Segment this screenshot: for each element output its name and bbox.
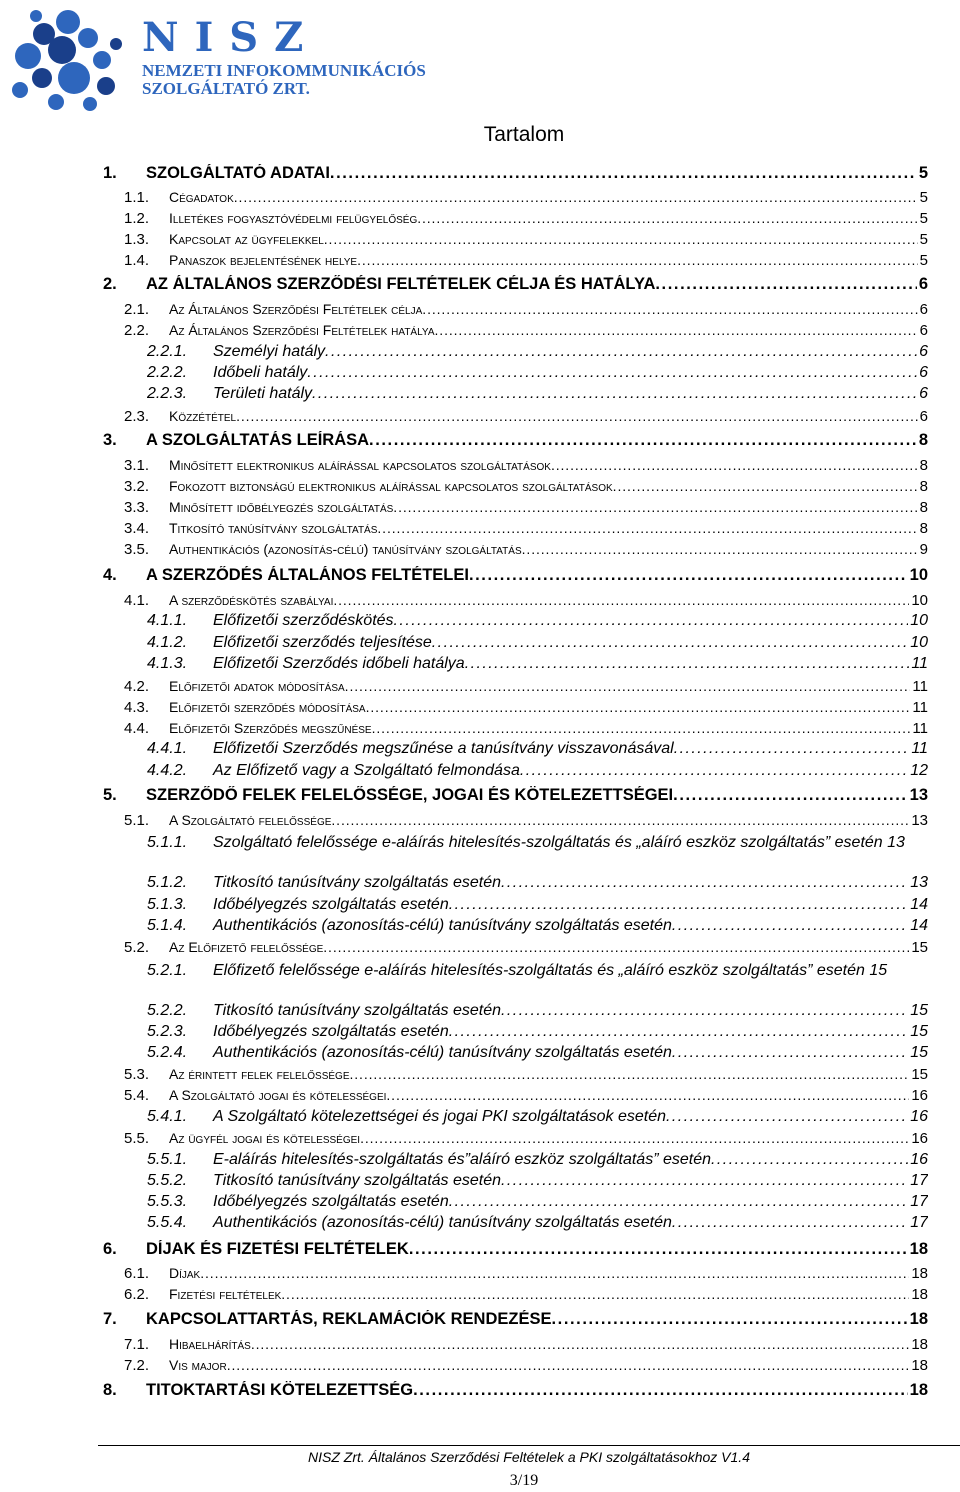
- footer-divider: [98, 1445, 960, 1446]
- toc-entry-number: 5.1.4.: [147, 917, 188, 934]
- toc-entry-page: 14: [910, 896, 928, 913]
- toc-leader-dots: [666, 1108, 908, 1126]
- toc-entry-page: 13: [911, 812, 928, 829]
- toc-entry-number: 5.2.2.: [147, 1002, 188, 1019]
- toc-entry[interactable]: [124, 408, 928, 425]
- toc-entry[interactable]: [124, 678, 928, 695]
- toc-entry[interactable]: [147, 1044, 928, 1062]
- toc-entry-number: 4.1.1.: [147, 612, 188, 629]
- toc-entry-number: 2.: [103, 275, 117, 293]
- toc-entry-page: 6: [919, 301, 928, 318]
- toc-entry-number: 8.: [103, 1381, 117, 1399]
- toc-leader-dots: [672, 1044, 908, 1062]
- toc-entry-page: 10: [910, 612, 928, 629]
- toc-entry[interactable]: [147, 917, 928, 935]
- toc-entry-number: 1.2.: [124, 210, 150, 227]
- toc-entry-text: Előfizetői Szerződés megszűnése: [169, 720, 372, 736]
- toc-entry-text: Titkosító tanúsítvány szolgáltatás esetén: [213, 874, 502, 891]
- toc-entry[interactable]: [124, 1087, 928, 1104]
- toc-entry-page: 13: [887, 834, 905, 851]
- toc-entry-text: Az Előfizető felelőssége: [169, 939, 324, 955]
- toc-entry-page: 15: [910, 1023, 928, 1040]
- toc-entry[interactable]: [147, 874, 928, 892]
- toc-leader-dots: [449, 1193, 908, 1211]
- toc-entry-text: Panaszok bejelentésének helye: [169, 252, 358, 268]
- toc-entry-page: 18: [909, 1240, 928, 1258]
- toc-leader-dots: [330, 164, 917, 183]
- toc-entry-page: 17: [910, 1193, 928, 1210]
- toc-entry-page: 6: [919, 343, 928, 360]
- toc-entry-number: 4.3.: [124, 699, 150, 716]
- toc-entry[interactable]: [124, 322, 928, 339]
- toc-entry[interactable]: [124, 457, 928, 474]
- toc-entry-text: Hibaelhárítás: [169, 1336, 251, 1352]
- toc-entry-text: Előfizetői szerződés módosítása: [169, 699, 366, 715]
- toc-entry-page: 13: [910, 874, 928, 891]
- toc-leader-dots: [465, 655, 910, 673]
- toc-entry-number: 2.2.3.: [147, 385, 188, 402]
- toc-entry-text: Időbeli hatály: [213, 364, 308, 381]
- toc-entry-text: Előfizető felelőssége e-aláírás hitelesítés-szolgáltatás és „aláíró eszköz szolgáltatás” esetén: [213, 962, 865, 979]
- toc-title: Tartalom: [483, 123, 565, 146]
- logo-line2: SZOLGÁLTATÓ ZRT.: [142, 79, 310, 98]
- toc-entry[interactable]: [147, 1108, 928, 1126]
- toc-entry-text: DÍJAK ÉS FIZETÉSI FELTÉTELEK: [146, 1240, 409, 1258]
- toc-entry-number: 4.1.3.: [147, 655, 188, 672]
- toc-entry-number: 5.1.2.: [147, 874, 188, 891]
- toc-leader-dots: [333, 592, 909, 608]
- logo-name: NISZ: [142, 14, 320, 61]
- toc-leader-dots: [432, 634, 908, 652]
- toc-entry-number: 5.1.1.: [147, 834, 188, 851]
- toc-leader-dots: [227, 1357, 910, 1373]
- toc-entry-page: 18: [911, 1265, 928, 1282]
- toc-entry[interactable]: [124, 1357, 928, 1374]
- toc-entry-number: 5.1.3.: [147, 896, 188, 913]
- toc-entry-text: Időbélyegzés szolgáltatás esetén: [213, 896, 449, 913]
- toc-leader-dots: [377, 520, 917, 536]
- toc-entry-page: 5: [919, 189, 928, 206]
- toc-leader-dots: [234, 189, 918, 205]
- toc-entry-number: 1.4.: [124, 252, 150, 269]
- toc-entry-page: 6: [918, 275, 928, 293]
- toc-entry-number: 5.3.: [124, 1066, 150, 1083]
- toc-entry-text: Cégadatok: [169, 189, 234, 205]
- toc-entry[interactable]: [103, 1240, 928, 1259]
- toc-entry[interactable]: [103, 1381, 928, 1400]
- toc-entry[interactable]: [147, 1023, 928, 1041]
- toc-entry[interactable]: [124, 252, 928, 269]
- toc-entry[interactable]: [147, 896, 928, 914]
- toc-entry-page: 16: [911, 1130, 928, 1147]
- toc-entry[interactable]: [103, 1310, 928, 1329]
- toc-entry-text: Időbélyegzés szolgáltatás esetén: [213, 1023, 449, 1040]
- toc-entry-page: 10: [909, 566, 928, 584]
- toc-entry-page: 15: [911, 939, 928, 956]
- toc-entry-number: 3.: [103, 431, 117, 449]
- toc-entry-page: 5: [919, 231, 928, 248]
- toc-entry[interactable]: [124, 231, 928, 248]
- toc-entry-text: A SZOLGÁLTATÁS LEÍRÁSA: [146, 431, 370, 449]
- toc-entry-number: 5.1.: [124, 812, 150, 829]
- toc-leader-dots: [674, 740, 910, 758]
- toc-entry[interactable]: [124, 301, 928, 318]
- toc-leader-dots: [386, 1087, 909, 1103]
- toc-leader-dots: [409, 1240, 908, 1259]
- toc-leader-dots: [469, 566, 908, 585]
- toc-entry-page: 15: [911, 1066, 928, 1083]
- toc-entry-text: Authentikációs (azonosítás-célú) tanúsítvány szolgáltatás: [169, 541, 522, 557]
- toc-entry-page: 17: [910, 1214, 928, 1231]
- toc-entry-text: Fokozott biztonságú elektronikus aláírással kapcsolatos szolgáltatások: [169, 478, 613, 494]
- toc-entry[interactable]: [124, 720, 928, 737]
- toc-entry-text: E-aláírás hitelesítés-szolgáltatás és”aláíró eszköz szolgáltatás” esetén: [213, 1151, 712, 1168]
- toc-entry-page: 18: [909, 1381, 928, 1399]
- toc-leader-dots: [711, 1151, 908, 1169]
- toc-entry-page: 16: [911, 1087, 928, 1104]
- toc-entry[interactable]: [147, 343, 928, 361]
- toc-entry-text: A szerződéskötés szabályai: [169, 592, 334, 608]
- toc-entry[interactable]: [103, 275, 928, 294]
- toc-entry-text: Előfizetői adatok módosítása: [169, 678, 345, 694]
- toc-entry-number: 5.4.1.: [147, 1108, 188, 1125]
- toc-entry-number: 5.2.1.: [147, 962, 188, 979]
- toc-leader-dots: [345, 678, 911, 694]
- toc-entry-page: 16: [910, 1151, 928, 1168]
- toc-leader-dots: [331, 812, 909, 828]
- toc-leader-dots: [613, 478, 918, 494]
- toc-leader-dots: [312, 385, 917, 403]
- toc-entry-text: Illetékes fogyasztóvédelmi felügyelőség: [169, 210, 418, 226]
- toc-entry[interactable]: [124, 1265, 928, 1282]
- toc-entry-text: Területi hatály: [213, 385, 313, 402]
- toc-entry-number: 5.4.: [124, 1087, 150, 1104]
- toc-entry-text: Authentikációs (azonosítás-célú) tanúsítvány szolgáltatás esetén: [213, 1044, 672, 1061]
- page-number: 3/19: [509, 1472, 539, 1489]
- toc-entry[interactable]: [103, 566, 928, 585]
- toc-leader-dots: [357, 252, 918, 268]
- toc-leader-dots: [435, 322, 918, 338]
- toc-entry-number: 5.5.1.: [147, 1151, 188, 1168]
- toc-entry-text: A Szolgáltató kötelezettségei és jogai PKI szolgáltatások esetén: [213, 1108, 667, 1125]
- toc-entry-page: 10: [911, 592, 928, 609]
- toc-leader-dots: [449, 896, 908, 914]
- toc-entry-page: 5: [918, 164, 928, 182]
- toc-leader-dots: [413, 1381, 908, 1400]
- toc-entry-page: 8: [919, 520, 928, 537]
- toc-leader-dots: [372, 720, 911, 736]
- toc-entry-page: 15: [910, 1002, 928, 1019]
- toc-entry-page: 10: [910, 634, 928, 651]
- toc-entry-number: 3.5.: [124, 541, 150, 558]
- toc-entry-page: 18: [911, 1286, 928, 1303]
- toc-entry-number: 4.4.2.: [147, 762, 188, 779]
- toc-leader-dots: [520, 762, 908, 780]
- toc-entry-text: SZERZŐDŐ FELEK FELELŐSSÉGE, JOGAI ÉS KÖTELEZETTSÉGEI: [146, 786, 674, 804]
- toc-entry[interactable]: [147, 364, 928, 382]
- logo-line1: NEMZETI INFOKOMMUNIKÁCIÓS: [142, 61, 426, 80]
- toc-entry[interactable]: [124, 478, 928, 495]
- toc-entry-page: 15: [910, 1044, 928, 1061]
- toc-entry[interactable]: [124, 499, 928, 516]
- toc-entry-number: 1.3.: [124, 231, 150, 248]
- toc-entry[interactable]: [147, 655, 928, 673]
- toc-entry-text: TITOKTARTÁSI KÖTELEZETTSÉG: [146, 1381, 414, 1399]
- toc-entry[interactable]: [147, 762, 928, 780]
- toc-entry-page: 11: [911, 740, 928, 757]
- toc-entry-page: 6: [919, 385, 928, 402]
- toc-entry[interactable]: [147, 612, 928, 630]
- toc-entry[interactable]: [124, 1336, 928, 1353]
- toc-entry[interactable]: [124, 210, 928, 227]
- toc-entry-text: Közzététel: [169, 408, 237, 424]
- toc-entry-number: 5.5.: [124, 1130, 150, 1147]
- toc-entry-number: 2.2.: [124, 322, 150, 339]
- toc-entry-number: 2.2.2.: [147, 364, 188, 381]
- toc-entry[interactable]: [103, 164, 928, 183]
- toc-entry-page: 18: [909, 1310, 928, 1328]
- toc-entry-page: 8: [919, 457, 928, 474]
- toc-leader-dots: [551, 457, 918, 473]
- toc-leader-dots: [393, 499, 917, 515]
- toc-entry[interactable]: [147, 1151, 928, 1169]
- toc-entry-text: Az érintett felek felelőssége: [169, 1066, 350, 1082]
- toc-leader-dots: [323, 939, 909, 955]
- toc-entry[interactable]: [147, 1172, 928, 1190]
- toc-leader-dots: [325, 343, 917, 361]
- toc-leader-dots: [655, 275, 916, 294]
- toc-entry-page: 6: [919, 322, 928, 339]
- toc-entry-page: 17: [910, 1172, 928, 1189]
- toc-entry-number: 5.: [103, 786, 117, 804]
- toc-entry-text: Fizetési feltételek: [169, 1286, 282, 1302]
- toc-entry-number: 4.: [103, 566, 117, 584]
- toc-entry[interactable]: [147, 740, 928, 758]
- toc-leader-dots: [501, 1172, 908, 1190]
- toc-entry-page: 5: [919, 252, 928, 269]
- toc-entry[interactable]: [124, 1130, 928, 1147]
- toc-entry[interactable]: [147, 960, 928, 981]
- toc-entry[interactable]: [124, 812, 928, 829]
- toc-leader-dots: [281, 1286, 909, 1302]
- toc-entry-number: 4.2.: [124, 678, 150, 695]
- toc-entry-number: 4.4.: [124, 720, 150, 737]
- toc-entry-text: Díjak: [169, 1265, 201, 1281]
- toc-entry-text: SZOLGÁLTATÓ ADATAI: [146, 164, 330, 182]
- toc-entry-number: 3.3.: [124, 499, 150, 516]
- toc-leader-dots: [366, 699, 911, 715]
- toc-entry-number: 1.: [103, 164, 117, 182]
- toc-entry-text: Az Általános Szerződési Feltételek célja: [169, 301, 423, 317]
- toc-entry-number: 4.4.1.: [147, 740, 188, 757]
- toc-entry[interactable]: [103, 431, 928, 450]
- toc-entry[interactable]: [124, 592, 928, 609]
- toc-entry-text: KAPCSOLATTARTÁS, REKLAMÁCIÓK RENDEZÉSE: [146, 1310, 552, 1328]
- toc-leader-dots: [501, 874, 908, 892]
- toc-entry-text: AZ ÁLTALÁNOS SZERZŐDÉSI FELTÉTELEK CÉLJA ÉS HATÁLYA: [146, 275, 656, 293]
- toc-entry-page: 18: [911, 1336, 928, 1353]
- toc-entry-page: 6: [919, 364, 928, 381]
- toc-entry-number: 4.1.: [124, 592, 150, 609]
- toc-entry-text: Időbélyegzés szolgáltatás esetén: [213, 1193, 449, 1210]
- toc-entry-number: 3.1.: [124, 457, 150, 474]
- toc-entry-page: 6: [919, 408, 928, 425]
- toc-entry-number: 1.1.: [124, 189, 150, 206]
- toc-entry-text: Előfizetői szerződéskötés: [213, 612, 394, 629]
- toc-leader-dots: [394, 612, 909, 630]
- toc-entry[interactable]: [147, 1193, 928, 1211]
- toc-entry-text: Titkosító tanúsítvány szolgáltatás esetén: [213, 1002, 502, 1019]
- toc-entry-page: 18: [911, 1357, 928, 1374]
- toc-leader-dots: [350, 1066, 910, 1082]
- toc-entry-text: A Szolgáltató felelőssége: [169, 812, 332, 828]
- toc-entry[interactable]: [147, 832, 928, 853]
- toc-entry-text: A Szolgáltató jogai és kötelességei: [169, 1087, 387, 1103]
- toc-entry[interactable]: [124, 1286, 928, 1303]
- toc-entry-number: 2.2.1.: [147, 343, 188, 360]
- toc-leader-dots: [307, 364, 917, 382]
- toc-leader-dots: [672, 917, 908, 935]
- toc-leader-dots: [501, 1002, 908, 1020]
- toc-entry-text: Authentikációs (azonosítás-célú) tanúsítvány szolgáltatás esetén: [213, 917, 672, 934]
- toc-entry-text: Titkosító tanúsítvány szolgáltatás esetén: [213, 1172, 502, 1189]
- toc-entry-page: 11: [912, 678, 928, 695]
- toc-leader-dots: [422, 301, 917, 317]
- toc-entry-number: 5.5.2.: [147, 1172, 188, 1189]
- toc-entry-page: 11: [912, 720, 928, 737]
- toc-entry-number: 3.4.: [124, 520, 150, 537]
- toc-leader-dots: [672, 1214, 908, 1232]
- toc-entry-number: 2.3.: [124, 408, 150, 425]
- toc-entry-number: 5.5.3.: [147, 1193, 188, 1210]
- toc-entry-number: 7.1.: [124, 1336, 150, 1353]
- toc-leader-dots: [251, 1336, 910, 1352]
- toc-entry-page: 9: [919, 541, 928, 558]
- toc-entry-number: 7.: [103, 1310, 117, 1328]
- toc-entry-number: 5.2.: [124, 939, 150, 956]
- toc-entry[interactable]: [124, 939, 928, 956]
- toc-entry-text: Előfizetői Szerződés időbeli hatálya: [213, 655, 465, 672]
- toc-entry-text: Minősített elektronikus aláírással kapcsolatos szolgáltatások: [169, 457, 551, 473]
- toc-entry[interactable]: [124, 1066, 928, 1083]
- toc-entry-page: 5: [919, 210, 928, 227]
- toc-entry-text: Előfizetői Szerződés megszűnése a tanúsítvány visszavonásával: [213, 740, 674, 757]
- toc-leader-dots: [324, 231, 918, 247]
- toc-entry-page: 8: [919, 478, 928, 495]
- toc-leader-dots: [417, 210, 917, 226]
- toc-entry-text: A SZERZŐDÉS ÁLTALÁNOS FELTÉTELEI: [146, 566, 469, 584]
- toc-entry-text: Authentikációs (azonosítás-célú) tanúsítvány szolgáltatás esetén: [213, 1214, 672, 1231]
- toc-entry[interactable]: [124, 189, 928, 206]
- toc-entry-number: 2.1.: [124, 301, 150, 318]
- toc-entry-number: 3.2.: [124, 478, 150, 495]
- toc-entry[interactable]: [147, 634, 928, 652]
- toc-entry-number: 5.2.3.: [147, 1023, 188, 1040]
- toc-leader-dots: [200, 1265, 909, 1281]
- toc-entry-page: 12: [910, 762, 928, 779]
- toc-entry-text: Az ügyfél jogai és kötelességei: [169, 1130, 361, 1146]
- toc-entry[interactable]: [147, 1002, 928, 1020]
- toc-entry-page: 13: [909, 786, 928, 804]
- toc-leader-dots: [449, 1023, 908, 1041]
- toc-entry-page: 15: [869, 962, 888, 979]
- toc-entry[interactable]: [147, 1214, 928, 1232]
- toc-entry-text: Személyi hatály: [213, 343, 326, 360]
- toc-entry-text: Előfizetői szerződés teljesítése: [213, 634, 432, 651]
- toc-entry-text: Az Előfizető vagy a Szolgáltató felmondása: [213, 762, 520, 779]
- toc-leader-dots: [236, 408, 918, 424]
- toc-entry[interactable]: [147, 385, 928, 403]
- toc-entry-number: 6.2.: [124, 1286, 150, 1303]
- toc-entry-number: 6.1.: [124, 1265, 150, 1282]
- footer-text: NISZ Zrt. Általános Szerződési Feltételek a PKI szolgáltatásokhoz V1.4: [308, 1449, 750, 1465]
- toc-entry-number: 5.5.4.: [147, 1214, 188, 1231]
- toc-entry-number: 5.2.4.: [147, 1044, 188, 1061]
- toc-entry-page: 11: [911, 655, 928, 672]
- toc-entry-page: 16: [910, 1108, 928, 1125]
- toc-entry[interactable]: [124, 520, 928, 537]
- toc-leader-dots: [673, 786, 907, 805]
- toc-entry-number: 6.: [103, 1240, 117, 1258]
- toc-leader-dots: [360, 1130, 909, 1146]
- toc-leader-dots: [551, 1310, 907, 1329]
- toc-entry-text: Minősített időbélyegzés szolgáltatás: [169, 499, 394, 515]
- toc-entry-page: 14: [910, 917, 928, 934]
- toc-entry-text: Kapcsolat az ügyfelekkel: [169, 231, 324, 247]
- toc-entry-text: Vis major: [169, 1357, 227, 1373]
- toc-entry-text: Az Általános Szerződési Feltételek hatálya: [169, 322, 435, 338]
- toc-entry-page: 11: [912, 699, 928, 716]
- toc-entry-number: 4.1.2.: [147, 634, 188, 651]
- toc-entry[interactable]: [124, 699, 928, 716]
- toc-entry-page: 8: [918, 431, 928, 449]
- toc-entry-text: Szolgáltató felelőssége e-aláírás hitelesítés-szolgáltatás és „aláíró eszköz szolgáltatás” esetén: [213, 834, 883, 851]
- toc-entry-text: Titkosító tanúsítvány szolgáltatás: [169, 520, 378, 536]
- toc-entry[interactable]: [103, 786, 928, 805]
- toc-entry[interactable]: [124, 541, 928, 558]
- toc-entry-page: 8: [919, 499, 928, 516]
- toc-leader-dots: [522, 541, 918, 557]
- toc-leader-dots: [369, 431, 917, 450]
- toc-entry-number: 7.2.: [124, 1357, 150, 1374]
